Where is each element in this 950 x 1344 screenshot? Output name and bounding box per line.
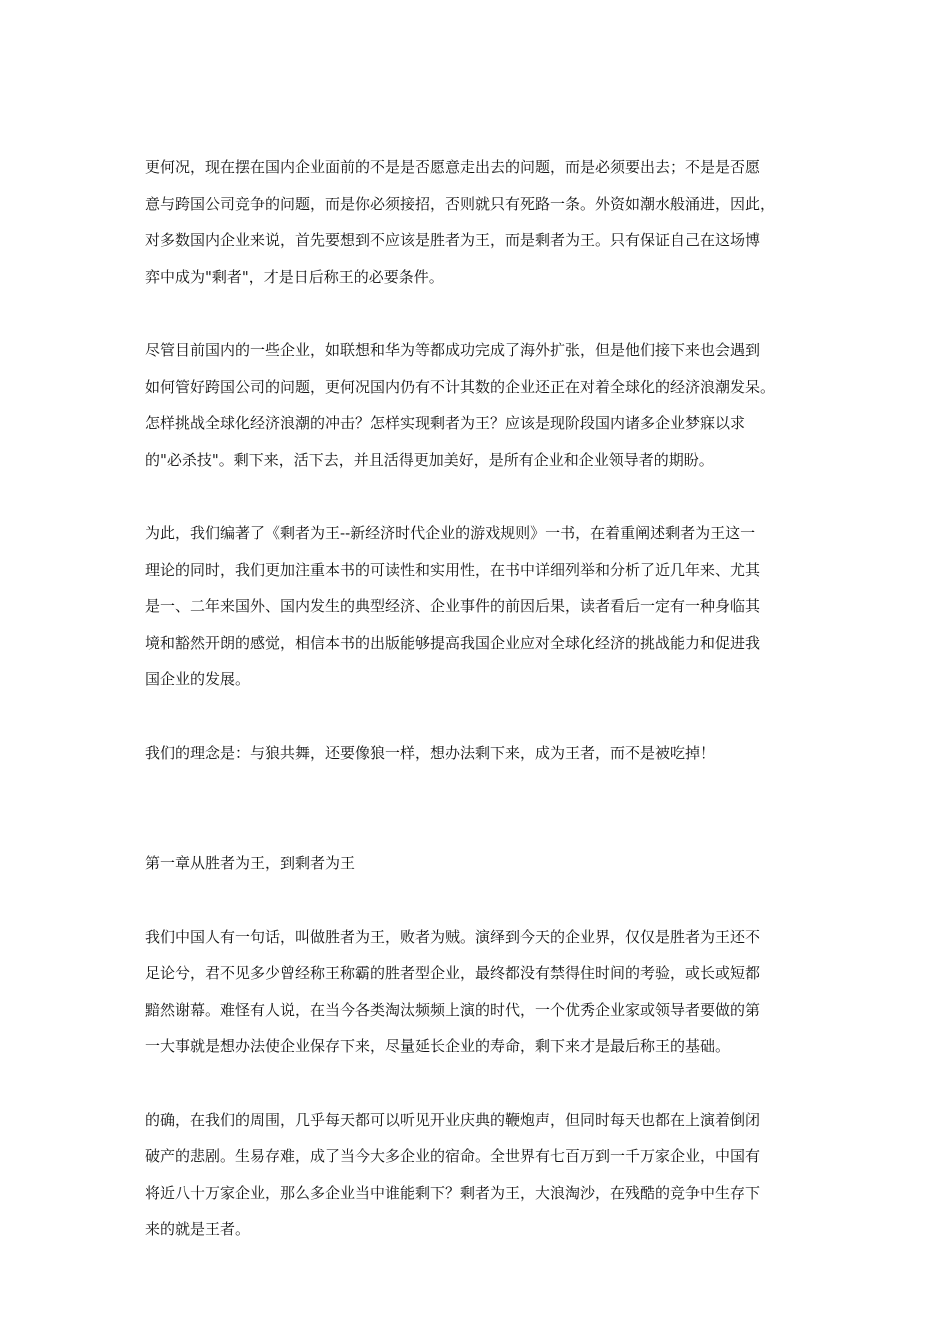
text-line: 来的就是王者。 [145, 1220, 251, 1238]
paragraph [145, 149, 815, 295]
text-line: 我们的理念是：与狼共舞，还要像狼一样，想办法剩下来，成为王者，而不是被吃掉！ [145, 743, 716, 762]
text-line: 如何管好跨国公司的问题，更何况国内仍有不计其数的企业还正在对着全球化的经济浪潮发呆。 [145, 377, 776, 396]
text-line: 怎样挑战全球化经济浪潮的冲击？怎样实现剩者为王？应该是现阶段国内诸多企业梦寐以求 [145, 414, 746, 432]
chapter-heading [145, 845, 815, 882]
text-line: 是一、二年来国外、国内发生的典型经济、企业事件的前因后果，读者看后一定有一种身临其 [145, 597, 761, 615]
text-line: 黯然谢幕。难怪有人说，在当今各类淘汰频频上演的时代，一个优秀企业家或领导者要做的第 [145, 1000, 761, 1019]
text-line: 国企业的发展。 [145, 670, 251, 688]
text-line: 的确，在我们的周围，几乎每天都可以听见开业庆典的鞭炮声，但同时每天也都在上演着倒闭 [145, 1110, 761, 1129]
paragraph [145, 919, 815, 1065]
document-body [145, 149, 815, 1248]
paragraph [145, 515, 815, 698]
paragraph [145, 735, 815, 772]
text-line: 境和豁然开朗的感觉，相信本书的出版能够提高我国企业应对全球化经济的挑战能力和促进我 [145, 633, 761, 652]
text-line: 弈中成为"剩者"，才是日后称王的必要条件。 [145, 267, 444, 286]
text-line: 将近八十万家企业，那么多企业当中谁能剩下？剩者为王，大浪淘沙，在残酷的竞争中生存下 [145, 1183, 761, 1202]
text-line: 破产的悲剧。生易存难，成了当今大多企业的宿命。全世界有七百万到一千万家企业，中国有 [145, 1147, 761, 1165]
text-line: 理论的同时，我们更加注重本书的可读性和实用性，在书中详细列举和分析了近几年来、尤其 [145, 560, 761, 579]
text-line: 足论兮，君不见多少曾经称王称霸的胜者型企业，最终都没有禁得住时间的考验，或长或短都 [145, 964, 761, 982]
text-line: 为此，我们编著了《剩者为王--新经济时代企业的游戏规则》一书，在着重阐述剩者为王这一 [145, 524, 756, 542]
text-line: 意与跨国公司竞争的问题，而是你必须接招，否则就只有死路一条。外资如潮水般涌进，因此， [145, 194, 776, 213]
text-line: 的"必杀技"。剩下来，活下去，并且活得更加美好，是所有企业和企业领导者的期盼。 [145, 450, 714, 469]
chapter-title: 第一章从胜者为王，到剩者为王 [145, 854, 356, 872]
text-line: 我们中国人有一句话，叫做胜者为王，败者为贼。演绎到今天的企业界，仅仅是胜者为王还不 [145, 927, 761, 946]
text-line: 尽管目前国内的一些企业，如联想和华为等都成功完成了海外扩张，但是他们接下来也会遇到 [145, 341, 761, 359]
paragraph [145, 332, 815, 478]
text-line: 对多数国内企业来说，首先要想到不应该是胜者为王，而是剩者为王。只有保证自己在这场博 [145, 231, 761, 249]
text-line: 一大事就是想办法使企业保存下来，尽量延长企业的寿命，剩下来才是最后称王的基础。 [145, 1037, 731, 1055]
text-line: 更何况，现在摆在国内企业面前的不是是否愿意走出去的问题，而是必须要出去；不是是否愿 [145, 158, 761, 176]
paragraph [145, 1102, 815, 1248]
